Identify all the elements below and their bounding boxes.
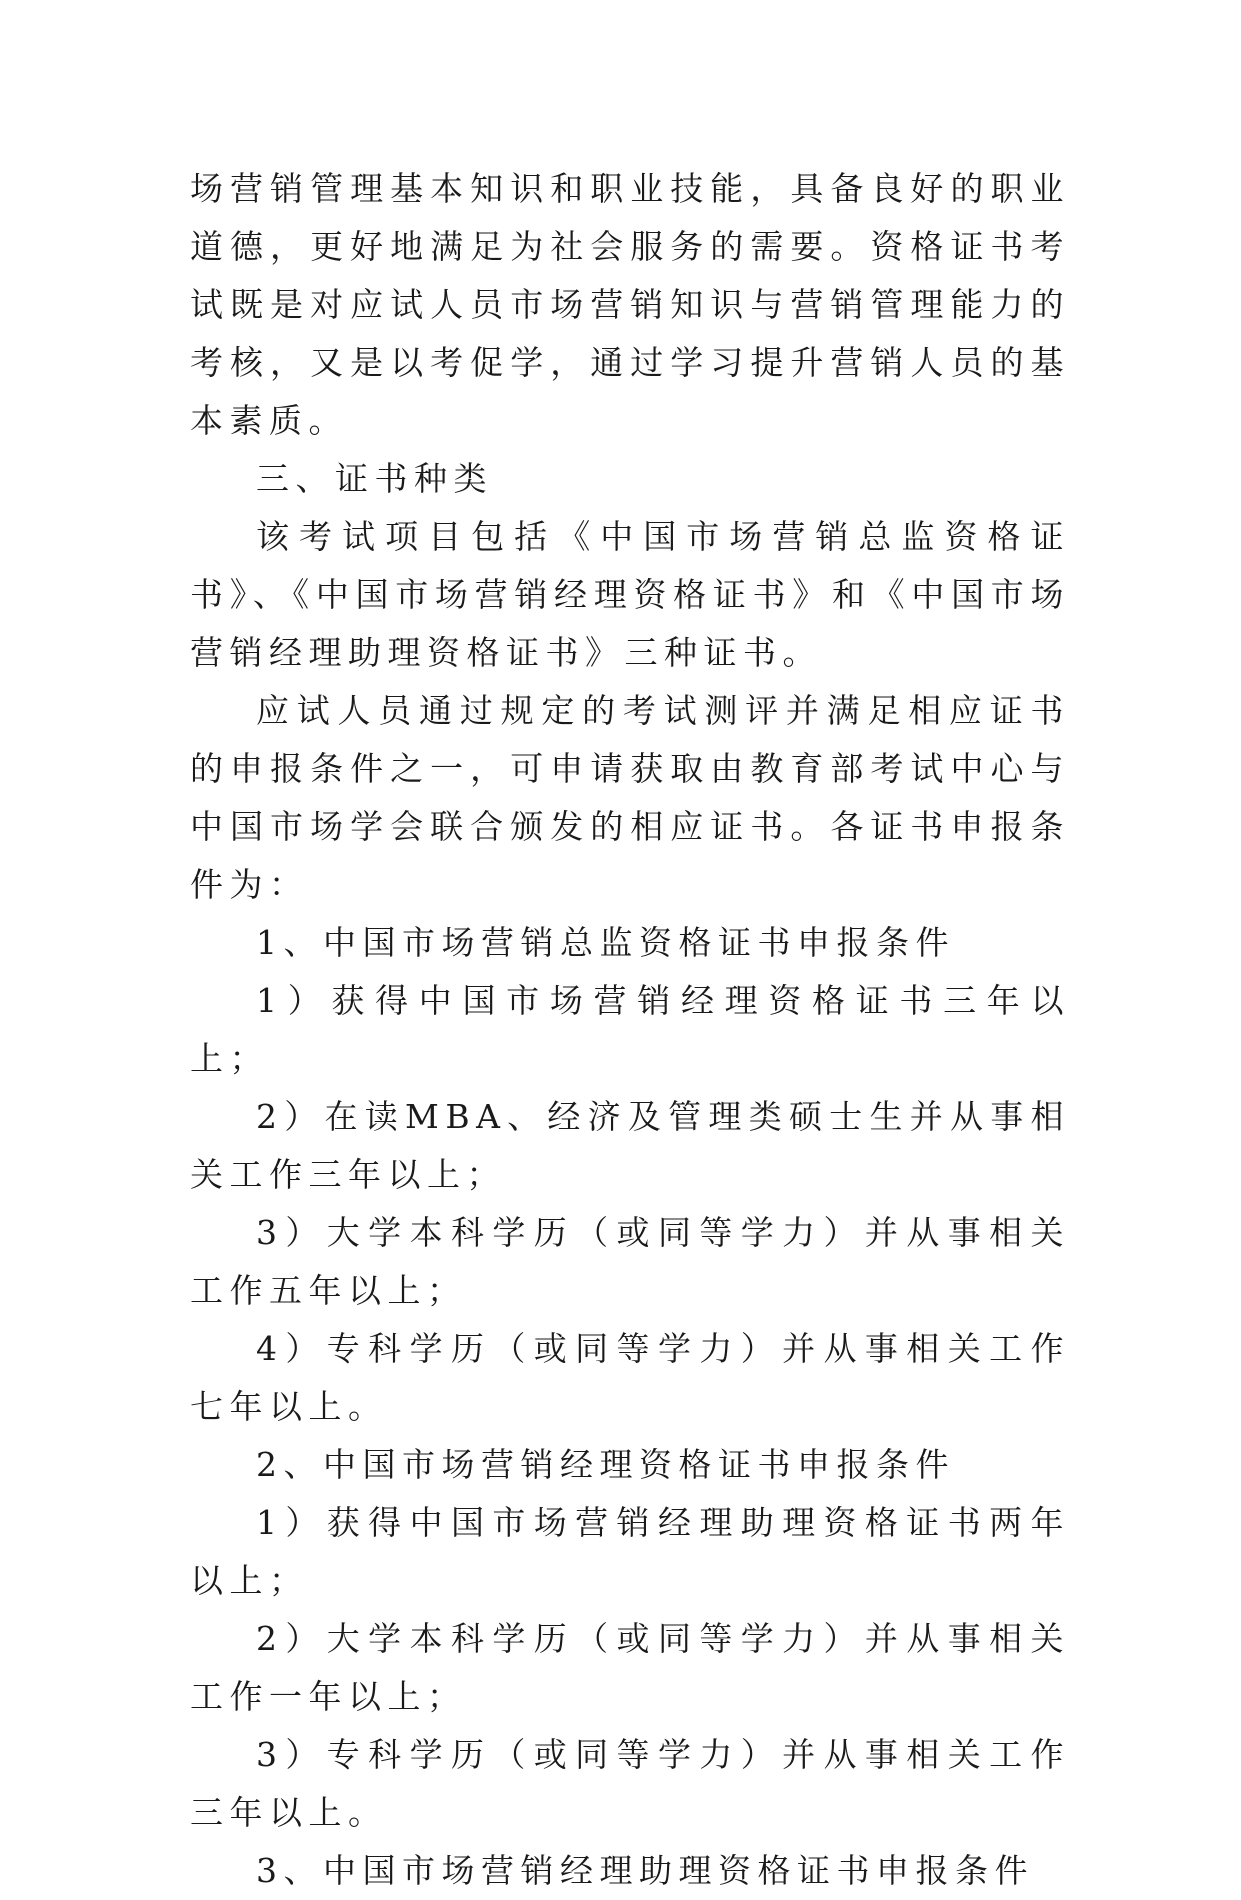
list-item-manager-2: 2）大学本科学历（或同等学力）并从事相关工作一年以上； bbox=[190, 1619, 1070, 1716]
section-heading-certificate-types: 三、证书种类 bbox=[256, 459, 493, 498]
list-item-director-2: 2）在读MBA、经济及管理类硕士生并从事相关工作三年以上； bbox=[190, 1097, 1070, 1194]
paragraph-certificate-list: 该考试项目包括《中国市场营销总监资格证书》、《中国市场营销经理资格证书》和《中国市场营销经理助理资格证书》三种证书。 bbox=[190, 517, 1070, 672]
list-item-manager-3: 3）专科学历（或同等学力）并从事相关工作三年以上。 bbox=[190, 1735, 1070, 1832]
subheading-assistant-certificate: 3、中国市场营销经理助理资格证书申报条件 bbox=[256, 1851, 1034, 1890]
list-item-director-4: 4）专科学历（或同等学力）并从事相关工作七年以上。 bbox=[190, 1329, 1070, 1426]
paragraph-intro-continuation: 场营销管理基本知识和职业技能，具备良好的职业道德，更好地满足为社会服务的需要。资格证书考试既是对应试人员市场营销知识与营销管理能力的考核，又是以考促学，通过学习提升营销人员的基本素质。 bbox=[190, 169, 1070, 440]
document-body bbox=[190, 160, 1070, 1900]
list-item-manager-1: 1）获得中国市场营销经理助理资格证书两年以上； bbox=[190, 1503, 1070, 1600]
paragraph-application-conditions: 应试人员通过规定的考试测评并满足相应证书的申报条件之一，可申请获取由教育部考试中心与中国市场学会联合颁发的相应证书。各证书申报条件为： bbox=[190, 691, 1070, 904]
subheading-director-certificate: 1、中国市场营销总监资格证书申报条件 bbox=[256, 923, 955, 962]
list-item-director-3: 3）大学本科学历（或同等学力）并从事相关工作五年以上； bbox=[190, 1213, 1070, 1310]
list-item-director-1: 1）获得中国市场营销经理资格证书三年以上； bbox=[190, 981, 1070, 1078]
subheading-manager-certificate: 2、中国市场营销经理资格证书申报条件 bbox=[256, 1445, 955, 1484]
